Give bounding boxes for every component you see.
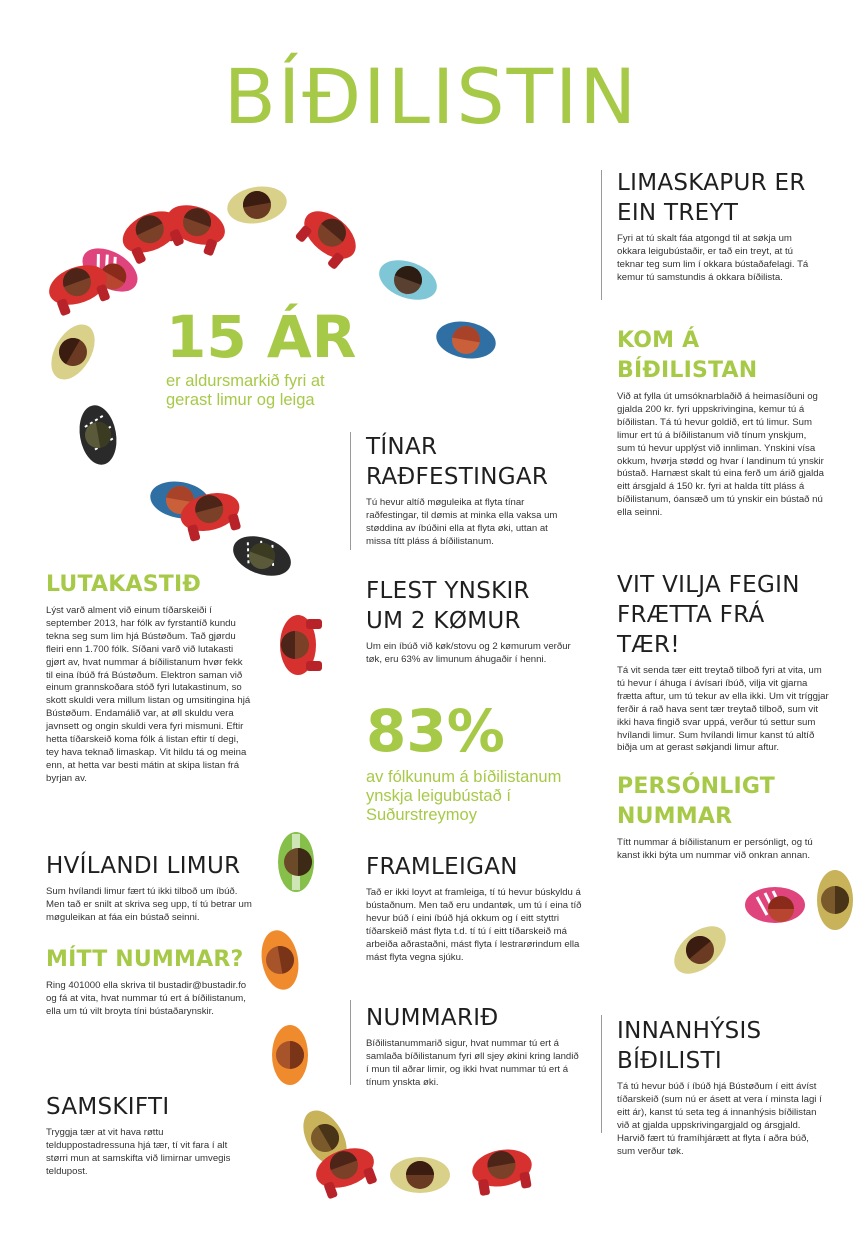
section-flest	[366, 576, 571, 667]
section-mitt	[46, 945, 251, 1019]
stat-percent-value: 83%	[366, 697, 505, 765]
section-body: Fyri at tú skalt fáa atgongd til at søkja um okkara leigubústaðir, er tað ein treyt, at tú teknar teg sum lim í okkara bústaðafelagi. Tá kemur tú samstundis á okkara bíðilista.	[617, 233, 809, 283]
stat-percent	[366, 697, 576, 825]
section-heading: TÍNAR RAÐFESTINGAR	[366, 434, 549, 490]
section-hvilandi	[46, 851, 256, 925]
section-innanhysis	[617, 1016, 827, 1158]
section-body: Sum hvílandi limur fært tú ikki tilboð um íbúð. Men tað er snilt at skriva seg upp, tí tú betrar um møguleikan at fáa ein bústað seinni.	[46, 886, 252, 923]
section-heading: MÍTT NUMMAR?	[46, 947, 244, 972]
section-heading: LIMASKAPUR ER EIN TREYT	[617, 170, 806, 226]
section-body: Tryggja tær at vit hava røttu telduppostadressuna hjá tær, tí vit fara í alt størri mun at samskifta við limirnar umvegis teldupost.	[46, 1127, 231, 1177]
section-body: Bíðilistanummarið sigur, hvat nummar tú ert á samlaða bíðilistanum fyri øll sjey økini kring landið í mun til aðrar limir, og ikki hvat nummar tú ert á tínum ynskta øki.	[366, 1038, 579, 1088]
section-heading: FLEST YNSKIR UM 2 KØMUR	[366, 578, 530, 634]
section-samskifti	[46, 1092, 251, 1179]
divider-line	[601, 1015, 602, 1133]
divider-line	[350, 432, 351, 550]
section-lutakastid	[46, 570, 251, 786]
stat-age-value: 15 ÁR	[166, 303, 357, 371]
section-body: Tú hevur altíð møguleika at flyta tínar raðfestingar, til dømis at minka ella vaksa um støddina av íbúðini ella at flyta øki, uttan at missa títt pláss á bíðilistanum.	[366, 497, 558, 547]
stat-percent-caption: av fólkunum á bíðilistanum ynskja leigubústað í Suðurstreymoy	[366, 768, 562, 824]
section-kom	[617, 326, 827, 520]
section-body: Ring 401000 ella skriva til bustadir@bustadir.fo og fá at vita, hvat nummar tú ert á bíðilistanum, ella um tú vilt broyta tíni bústaðarynskir.	[46, 980, 247, 1017]
section-tinar	[366, 432, 571, 549]
section-heading: FRAMLEIGAN	[366, 854, 518, 880]
section-personligt	[617, 772, 832, 863]
section-heading: SAMSKIFTI	[46, 1094, 170, 1120]
section-body: Tá vit senda tær eitt treytað tilboð fyri at vita, um tú hevur í áhuga í ávísari íbúð, vilja vit gjarna frætta aftur, um tú tekur av ella ikki. Um vit tríggjar ferðir á rað hava sent tær treytað tilboð, sum vit ikki hava fingið svar uppá, verður tú settur sum hvílandi limur. Sum hvílandi limur kanst tú altíð biðja um at gerast søkjandi limur aftur.	[617, 665, 829, 754]
divider-line	[350, 1000, 351, 1085]
stat-age	[166, 303, 366, 410]
section-limaskapur	[617, 168, 817, 285]
section-body: Tá tú hevur búð í íbúð hjá Bústøðum í eitt ávíst tíðarskeið (sum nú er ásett at vera í minsta lagi í eitt ár), kanst tú seta teg á innanhýsis bíðilistan við at gjalda uppskrivingargjald og ársgjald. Harvið fært tú framíhjárætt at flyta í aðra búð, sum verður tøk.	[617, 1081, 822, 1157]
stat-age-caption: er aldursmarkið fyri at gerast limur og leiga	[166, 372, 325, 409]
divider-line	[601, 170, 602, 300]
section-heading: PERSÓNLIGT NUMMAR	[617, 774, 775, 829]
section-heading: NUMMARIÐ	[366, 1005, 499, 1031]
section-nummarid	[366, 1003, 581, 1090]
section-heading: LUTAKASTIÐ	[46, 572, 201, 597]
section-vit-vilja	[617, 570, 832, 755]
section-body: Við at fylla út umsóknarblaðið á heimasíðuni og gjalda 200 kr. fyri uppskrivingina, kemur tú á bíðilistan. Tá tú hevur goldið, ert tú limur. Sum limur ert tú á bíðilistanum við tínum ynskjum, sum tú hevur upplýst við innliman. Ynskini vísa okkum, hvørja stødd og hvar í landinum tú ynskir bústað. Harnæst skalt tú eina ferð um árið gjalda eitt ársgjald á 150 kr. fyri at halda títt pláss á bíðilistanum, óansæð um tú ynskir ein bústað nú ella seinni.	[617, 391, 824, 519]
section-body: Tað er ikki loyvt at framleiga, tí tú hevur búskyldu á bústaðnum. Men tað eru undantøk, um tú í eina tíð hevur búð í eini íbúð hjá okkum og í eitt styttri tíðarskeið mást flyta t.d. tí tú í eitt tíðarskeið má arbeiða aðrastaðni, mást flyta í lestrarørindum ella mást flyta vegna sjúku.	[366, 887, 582, 963]
section-heading: HVÍLANDI LIMUR	[46, 853, 241, 879]
section-body: Lýst varð alment við einum tíðarskeiði í september 2013, har fólk av fyrstantíð kundu tekna seg sum lim hjá Bústøðum. Tað gjørdu fleiri enn 1.700 fólk. Síðani varð við lutakasti gjørt av, hvat nummar á bíðilistanum hvør fekk til eina íbúð frá Bústøðum. Elektron saman við einum grannskoðara stóð fyri lutakastinum, so skott skuldi vera millum listan og umsitingina hjá Bústøðum. Endamálið var, at øll skuldu vera javnsett og ongin skuldi vera fyri mismuni. Eftir hetta tíðarskeið koma fólk á listan eftir tí degi, tey hava teknað limaskap. Vit hildu tá og meina enn, at hetta var besti mátin at skipa listan frá byrjan av.	[46, 605, 251, 784]
section-body: Títt nummar á bíðilistanum er persónligt, og tú kanst ikki býta um nummar við onkran annan.	[617, 837, 813, 861]
section-heading: INNANHÝSIS BÍÐILISTI	[617, 1018, 762, 1074]
section-body: Um ein íbúð við køk/stovu og 2 kømurum verður tøk, eru 63% av limunum áhugaðir í henni.	[366, 641, 571, 665]
section-heading: VIT VILJA FEGIN FRÆTTA FRÁ TÆR!	[617, 572, 800, 658]
section-framleigan	[366, 852, 591, 964]
section-heading: KOM Á BÍÐILISTAN	[617, 328, 758, 383]
page-title: BÍÐILISTIN	[223, 52, 639, 141]
